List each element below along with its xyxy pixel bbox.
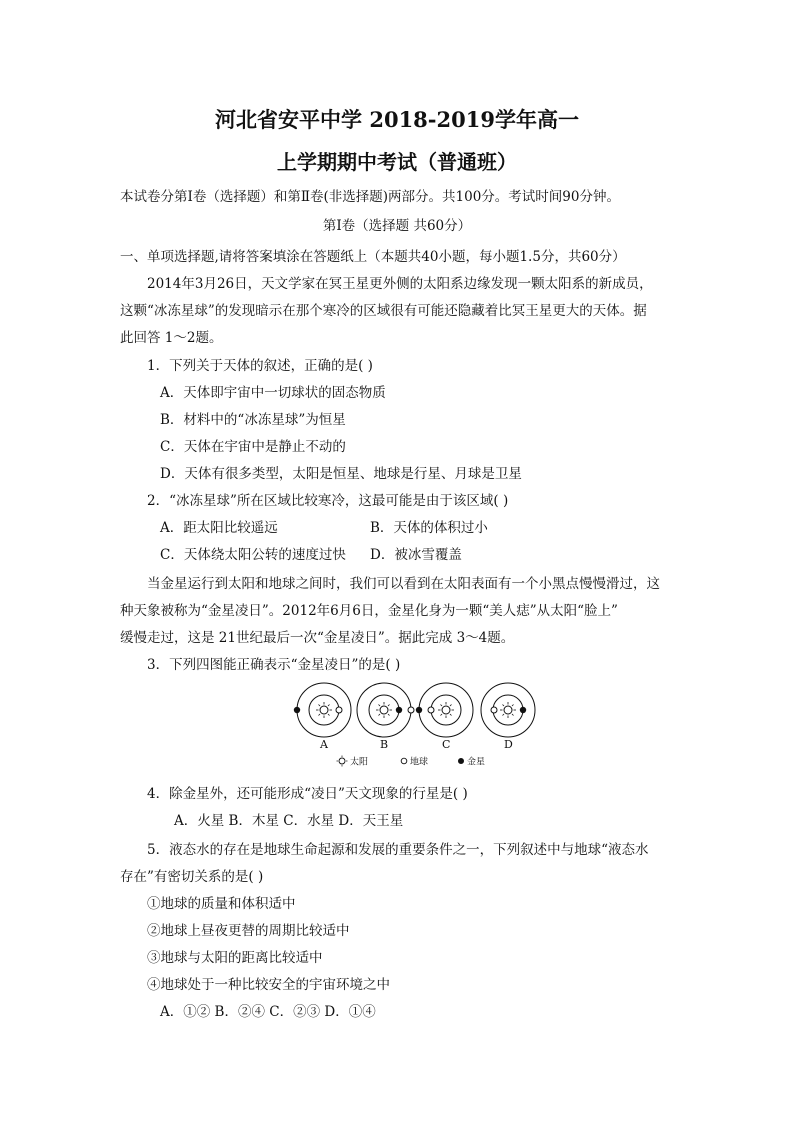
venus-icon — [396, 707, 402, 713]
q5-item-1: ①地球的质量和体积适中 — [147, 896, 296, 912]
q5-item-2: ②地球上昼夜更替的周期比较适中 — [147, 923, 350, 939]
sun-icon — [376, 702, 392, 718]
orbit-diagrams — [286, 680, 546, 770]
q5-item-3: ③地球与太阳的距离比较适中 — [147, 950, 323, 966]
q1-option-d: D．天体有很多类型，太阳是恒星、地球是行星、月球是卫星 — [160, 466, 522, 482]
q5-item-4: ④地球处于一种比较安全的宇宙环境之中 — [147, 977, 390, 993]
exam-title-line1: 河北省安平中学 2018-2019学年高一 — [215, 107, 579, 132]
earth-icon — [428, 707, 434, 713]
venus-transit-figure — [286, 680, 546, 770]
q2-stem: 2．“冰冻星球”所在区域比较寒冷，这最可能是由于该区域( ) — [147, 493, 509, 509]
diagram-d — [481, 683, 535, 737]
legend-sun-icon — [337, 756, 348, 767]
passage2-line1: 当金星运行到太阳和地球之间时，我们可以看到在太阳表面有一个小黑点慢慢滑过，这 — [147, 576, 660, 592]
q1-option-b: B．材料中的“冰冻星球”为恒星 — [160, 412, 346, 428]
section-instruction: 一、单项选择题,请将答案填涂在答题纸上（本题共40小题，每小题1.5分，共60分） — [120, 249, 626, 265]
q3-stem: 3．下列四图能正确表示“金星凌日”的是( ) — [147, 657, 401, 673]
diagram-a — [294, 683, 351, 737]
legend-venus-icon — [458, 758, 464, 764]
q2-option-b: B．天体的体积过小 — [370, 520, 488, 536]
legend-earth-icon — [401, 758, 407, 764]
legend-sun-label: 太阳 — [350, 757, 369, 768]
q1-option-a: A．天体即宇宙中一切球状的固态物质 — [160, 385, 386, 401]
diagram-label-b: B — [380, 738, 389, 751]
diagram-label-a: A — [320, 738, 328, 751]
exam-intro: 本试卷分第Ⅰ卷（选择题）和第Ⅱ卷(非选择题)两部分。共100分。考试时间90分钟。 — [120, 189, 620, 205]
passage2-line3: 缓慢走过，这是 21世纪最后一次“金星凌日”。据此完成 3～4题。 — [120, 630, 515, 646]
sun-icon — [316, 702, 332, 718]
passage1-line2: 这颗“冰冻星球”的发现暗示在那个寒冷的区域很有可能还隐藏着比冥王星更大的天体。据 — [120, 303, 647, 319]
legend-venus-label: 金星 — [467, 757, 486, 768]
q5-stem-line2: 存在”有密切关系的是( ) — [120, 869, 264, 885]
earth-icon — [336, 707, 342, 713]
q2-option-d: D．被冰雪覆盖 — [370, 547, 462, 563]
exam-title-line2: 上学期期中考试（普通班） — [277, 150, 517, 174]
earth-icon — [408, 707, 414, 713]
venus-icon — [520, 707, 526, 713]
legend-earth-label: 地球 — [410, 757, 429, 768]
q2-option-c: C．天体绕太阳公转的速度过快 — [160, 547, 346, 563]
earth-icon — [491, 707, 497, 713]
q2-option-a: A．距太阳比较遥远 — [160, 520, 278, 536]
section-heading: 第Ⅰ卷（选择题 共60分） — [322, 218, 472, 234]
diagram-label-c: C — [442, 738, 451, 751]
diagram-label-d: D — [504, 738, 513, 751]
q1-option-c: C．天体在宇宙中是静止不动的 — [160, 439, 346, 455]
q5-stem-line1: 5．液态水的存在是地球生命起源和发展的重要条件之一，下列叙述中与地球“液态水 — [147, 842, 649, 858]
diagram-b — [357, 683, 414, 737]
figure-legend — [337, 756, 486, 768]
venus-icon — [294, 707, 300, 713]
passage2-line2: 种天象被称为“金星凌日”。2012年6月6日，金星化身为一颗“美人痣”从太阳“脸上” — [120, 603, 618, 619]
diagram-c — [416, 683, 473, 737]
q5-options: A．①② B．②④ C．②③ D．①④ — [160, 1004, 376, 1020]
q4-stem: 4．除金星外，还可能形成“凌日”天文现象的行星是( ) — [147, 786, 468, 802]
q1-stem: 1．下列关于天体的叙述，正确的是( ) — [147, 358, 373, 374]
passage1-line3: 此回答 1～2题。 — [120, 330, 223, 346]
venus-icon — [416, 707, 422, 713]
passage1-line1: 2014年3月26日，天文学家在冥王星更外侧的太阳系边缘发现一颗太阳系的新成员， — [147, 276, 653, 292]
q4-options: A．火星 B．木星 C．水星 D．天王星 — [174, 813, 404, 829]
sun-icon — [438, 702, 454, 718]
sun-icon — [500, 702, 516, 718]
